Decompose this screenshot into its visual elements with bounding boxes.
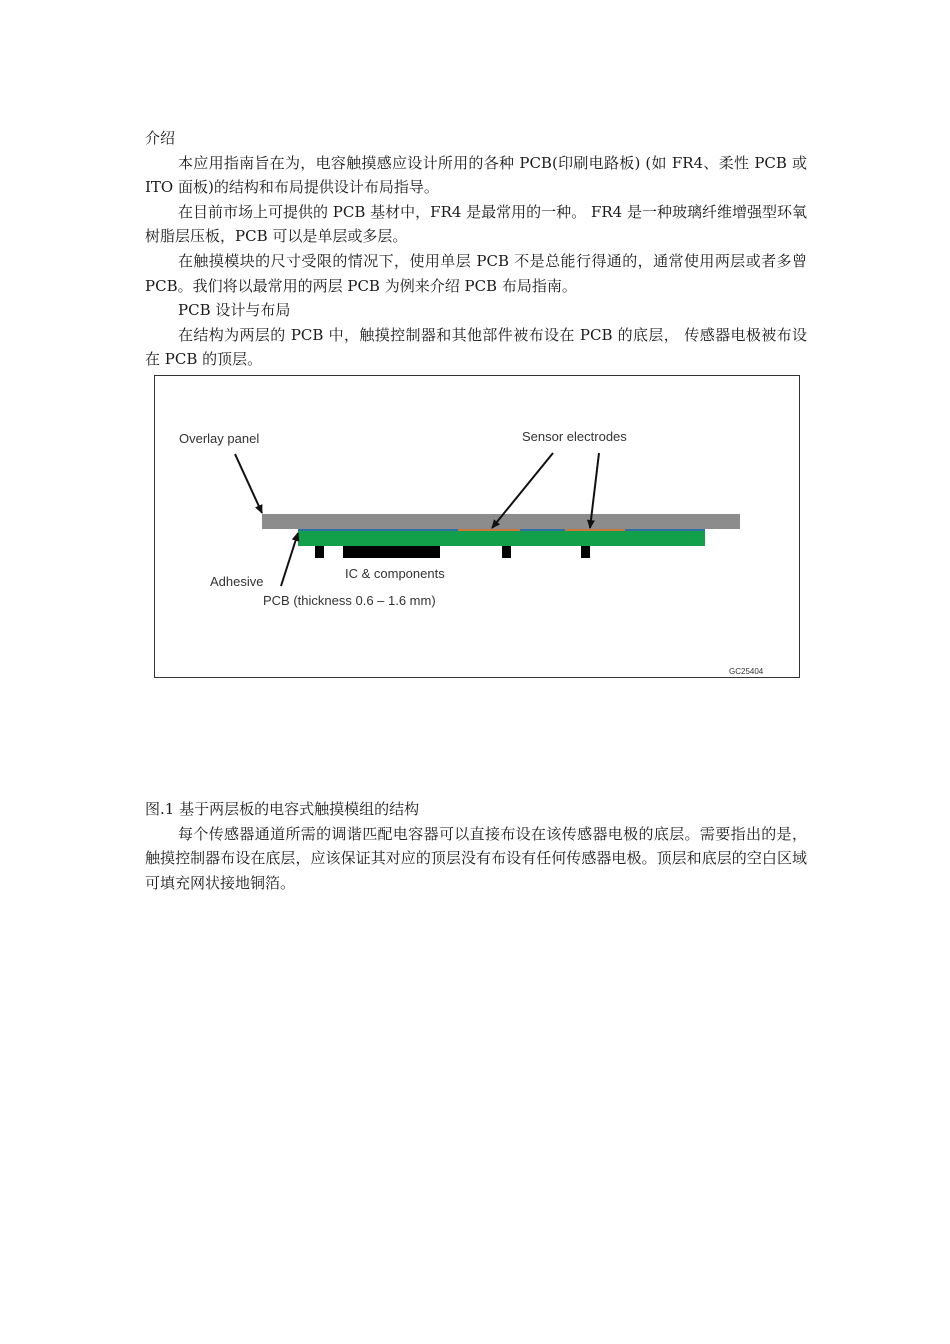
paragraph-structure: 在结构为两层的 PCB 中，触摸控制器和其他部件被布设在 PCB 的底层， 传感器电极被布设在 PCB 的顶层。 — [145, 325, 807, 369]
figure-code-label: GC25404 — [729, 667, 764, 676]
overlay-panel-label: Overlay panel — [179, 431, 260, 446]
adhesive-arrow — [281, 533, 298, 586]
component-2 — [502, 546, 511, 558]
figure-caption: 图.1 基于两层板的电容式触摸模组的结构 — [145, 800, 420, 818]
intro-heading: 介绍 — [145, 129, 176, 147]
pcb-layer — [298, 531, 705, 546]
adhesive-label: Adhesive — [210, 574, 264, 589]
pcb-structure-diagram — [155, 376, 798, 676]
caption-text-block — [145, 797, 807, 895]
ic-components-label: IC & components — [345, 566, 445, 581]
paragraph-purpose: 本应用指南旨在为，电容触摸感应设计所用的各种 PCB(印刷电路板) (如 FR4、柔性 PCB 或 ITO 面板)的结构和布局提供设计布局指导。 — [145, 153, 807, 197]
overlay-arrow — [235, 454, 262, 513]
paragraph-layers: 在触摸模块的尺寸受限的情况下，使用单层 PCB 不是总能行得通的，通常使用两层或者多曾 PCB。我们将以最常用的两层 PCB 为例来介绍 PCB 布局指南。 — [145, 251, 807, 295]
pcb-thickness-label: PCB (thickness 0.6 – 1.6 mm) — [263, 593, 436, 608]
component-3 — [581, 546, 590, 558]
intro-text-block — [145, 126, 807, 372]
paragraph-fr4: 在目前市场上可提供的 PCB 基材中，FR4 是最常用的一种。 FR4 是一种玻璃纤维增强型环氧树脂层压板，PCB 可以是单层或多层。 — [145, 202, 807, 246]
pcb-structure-figure — [154, 375, 800, 678]
sensor-electrodes-label: Sensor electrodes — [522, 429, 627, 444]
component-1 — [315, 546, 324, 558]
section-heading: PCB 设计与布局 — [178, 301, 291, 320]
paragraph-after-figure: 每个传感器通道所需的调谐匹配电容器可以直接布设在该传感器电极的底层。需要指出的是，触摸控制器布设在底层，应该保证其对应的顶层没有布设有任何传感器电极。顶层和底层的空白区域可填充网状接地铜箔。 — [145, 824, 807, 892]
ic-chip — [343, 546, 440, 558]
